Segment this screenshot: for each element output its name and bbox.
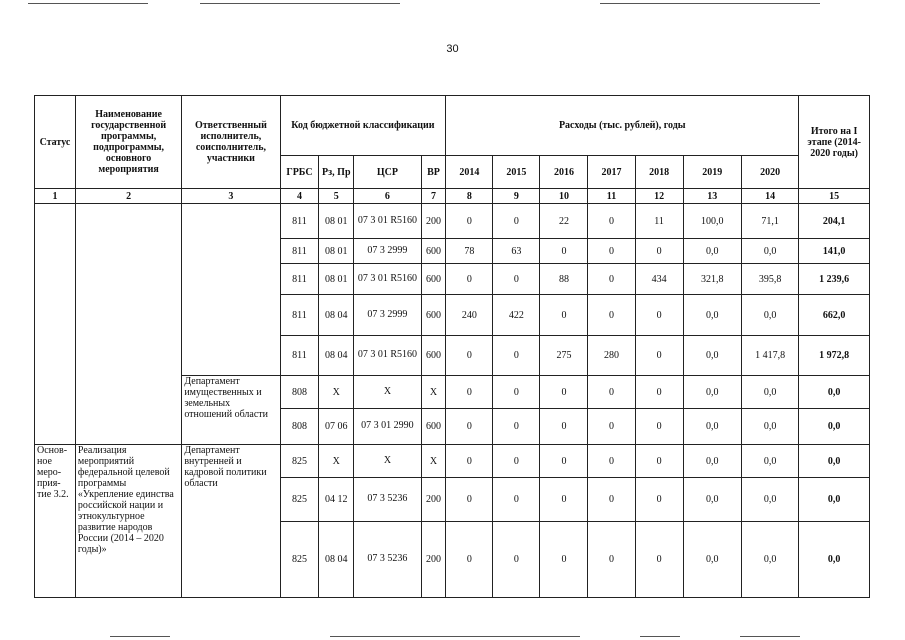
value-cell: 0 xyxy=(635,522,683,598)
header-csr: ЦСР xyxy=(354,156,422,189)
value-cell: 0 xyxy=(540,295,588,336)
rzpr-cell: 08 04 xyxy=(319,522,354,598)
value-cell: 0 xyxy=(540,409,588,445)
table-row xyxy=(35,204,870,239)
value-cell: 0 xyxy=(540,239,588,264)
csr-cell: 07 3 2999 xyxy=(354,239,422,264)
value-cell: 0 xyxy=(588,295,635,336)
scan-edge-line xyxy=(740,636,800,637)
csr-cell: 07 3 2999 xyxy=(354,295,422,336)
value-cell: 0 xyxy=(446,445,493,478)
header-grbs: ГРБС xyxy=(280,156,319,189)
rzpr-cell: 08 04 xyxy=(319,295,354,336)
scan-edge-line xyxy=(640,636,680,637)
value-cell: 0 xyxy=(540,522,588,598)
csr-cell: Х xyxy=(354,376,422,409)
scan-edge-line xyxy=(200,3,400,4)
rzpr-cell: 08 01 xyxy=(319,239,354,264)
value-cell: 0 xyxy=(588,409,635,445)
value-cell: 0 xyxy=(588,478,635,522)
column-number: 14 xyxy=(741,189,798,204)
value-cell: 0 xyxy=(635,336,683,376)
rzpr-cell: 07 06 xyxy=(319,409,354,445)
value-cell: 434 xyxy=(635,264,683,295)
value-cell: 0 xyxy=(635,239,683,264)
vr-cell: 200 xyxy=(421,478,446,522)
value-cell: 0 xyxy=(493,376,540,409)
total-cell: 0,0 xyxy=(799,409,870,445)
grbs-cell: 808 xyxy=(280,409,319,445)
value-cell: 11 xyxy=(635,204,683,239)
scan-edge-line xyxy=(28,3,148,4)
total-cell: 0,0 xyxy=(799,376,870,409)
value-cell: 71,1 xyxy=(741,204,798,239)
value-cell: 395,8 xyxy=(741,264,798,295)
value-cell: 1 417,8 xyxy=(741,336,798,376)
value-cell: 0 xyxy=(446,478,493,522)
csr-cell: 07 3 01 R5160 xyxy=(354,204,422,239)
csr-cell: 07 3 01 R5160 xyxy=(354,336,422,376)
value-cell: 0,0 xyxy=(741,478,798,522)
column-number-row xyxy=(35,189,870,204)
grbs-cell: 825 xyxy=(280,445,319,478)
header-year: 2014 xyxy=(446,156,493,189)
status-cell: Основ-ное меро-прия-тие 3.2. xyxy=(35,445,76,598)
value-cell: 0,0 xyxy=(741,239,798,264)
vr-cell: 600 xyxy=(421,264,446,295)
responsible-cell-empty xyxy=(182,204,280,376)
column-number: 2 xyxy=(75,189,181,204)
value-cell: 0 xyxy=(493,445,540,478)
header-year: 2018 xyxy=(635,156,683,189)
value-cell: 0 xyxy=(446,264,493,295)
header-year: 2017 xyxy=(588,156,635,189)
grbs-cell: 825 xyxy=(280,522,319,598)
value-cell: 0 xyxy=(588,522,635,598)
header-year: 2020 xyxy=(741,156,798,189)
vr-cell: 200 xyxy=(421,522,446,598)
header-responsible: Ответственный исполнитель, соисполнитель, участники xyxy=(182,96,280,189)
value-cell: 0 xyxy=(588,264,635,295)
rzpr-cell: Х xyxy=(319,445,354,478)
value-cell: 275 xyxy=(540,336,588,376)
column-number: 15 xyxy=(799,189,870,204)
total-cell: 0,0 xyxy=(799,522,870,598)
value-cell: 0 xyxy=(588,204,635,239)
value-cell: 0,0 xyxy=(741,376,798,409)
value-cell: 0 xyxy=(493,409,540,445)
rzpr-cell: 08 01 xyxy=(319,264,354,295)
header-status: Статус xyxy=(35,96,76,189)
value-cell: 0,0 xyxy=(683,478,741,522)
csr-cell: 07 3 01 2990 xyxy=(354,409,422,445)
header-year: 2016 xyxy=(540,156,588,189)
name-cell-empty xyxy=(75,204,181,445)
total-cell: 662,0 xyxy=(799,295,870,336)
header-kbk: Код бюджетной классификации xyxy=(280,96,446,156)
csr-cell: 07 3 01 R5160 xyxy=(354,264,422,295)
value-cell: 0 xyxy=(446,376,493,409)
table-row xyxy=(35,445,870,478)
csr-cell: Х xyxy=(354,445,422,478)
vr-cell: 600 xyxy=(421,239,446,264)
grbs-cell: 825 xyxy=(280,478,319,522)
total-cell: 0,0 xyxy=(799,478,870,522)
header-rzpr: Рз, Пр xyxy=(319,156,354,189)
vr-cell: 600 xyxy=(421,409,446,445)
value-cell: 0 xyxy=(493,204,540,239)
responsible-cell: Департамент внутренней и кадровой политики области xyxy=(182,445,280,598)
value-cell: 0 xyxy=(635,409,683,445)
csr-cell: 07 3 5236 xyxy=(354,522,422,598)
value-cell: 0 xyxy=(446,336,493,376)
value-cell: 0 xyxy=(635,295,683,336)
rzpr-cell: Х xyxy=(319,376,354,409)
value-cell: 0 xyxy=(635,478,683,522)
rzpr-cell: 08 01 xyxy=(319,204,354,239)
value-cell: 0,0 xyxy=(741,409,798,445)
value-cell: 0,0 xyxy=(683,376,741,409)
value-cell: 0 xyxy=(493,264,540,295)
value-cell: 88 xyxy=(540,264,588,295)
value-cell: 0 xyxy=(446,204,493,239)
total-cell: 204,1 xyxy=(799,204,870,239)
value-cell: 422 xyxy=(493,295,540,336)
grbs-cell: 808 xyxy=(280,376,319,409)
value-cell: 0 xyxy=(588,445,635,478)
column-number: 3 xyxy=(182,189,280,204)
status-cell-empty xyxy=(35,204,76,445)
column-number: 7 xyxy=(421,189,446,204)
grbs-cell: 811 xyxy=(280,264,319,295)
grbs-cell: 811 xyxy=(280,239,319,264)
value-cell: 0 xyxy=(588,239,635,264)
budget-table xyxy=(34,95,870,598)
column-number: 12 xyxy=(635,189,683,204)
value-cell: 63 xyxy=(493,239,540,264)
value-cell: 0,0 xyxy=(741,445,798,478)
value-cell: 280 xyxy=(588,336,635,376)
vr-cell: 600 xyxy=(421,295,446,336)
value-cell: 240 xyxy=(446,295,493,336)
value-cell: 0 xyxy=(588,376,635,409)
rzpr-cell: 08 04 xyxy=(319,336,354,376)
value-cell: 0 xyxy=(635,445,683,478)
value-cell: 0 xyxy=(540,478,588,522)
value-cell: 0,0 xyxy=(683,445,741,478)
column-number: 1 xyxy=(35,189,76,204)
value-cell: 0,0 xyxy=(683,295,741,336)
name-cell: Реализация мероприятий федеральной целевой программы «Укрепление единства российской нации и этнокультурное развитие народов России (2014 – 2020 годы)» xyxy=(75,445,181,598)
value-cell: 0,0 xyxy=(683,336,741,376)
column-number: 8 xyxy=(446,189,493,204)
vr-cell: 600 xyxy=(421,336,446,376)
scan-edge-line xyxy=(330,636,580,637)
value-cell: 0 xyxy=(493,522,540,598)
scan-edge-line xyxy=(600,3,820,4)
column-number: 9 xyxy=(493,189,540,204)
value-cell: 0,0 xyxy=(683,522,741,598)
total-cell: 1 239,6 xyxy=(799,264,870,295)
header-name: Наименование государственной программы, подпрограммы, основного мероприятия xyxy=(75,96,181,189)
total-cell: 1 972,8 xyxy=(799,336,870,376)
grbs-cell: 811 xyxy=(280,336,319,376)
column-number: 13 xyxy=(683,189,741,204)
header-vr: ВР xyxy=(421,156,446,189)
header-year: 2015 xyxy=(493,156,540,189)
value-cell: 0,0 xyxy=(741,522,798,598)
vr-cell: Х xyxy=(421,376,446,409)
csr-cell: 07 3 5236 xyxy=(354,478,422,522)
header-year: 2019 xyxy=(683,156,741,189)
value-cell: 100,0 xyxy=(683,204,741,239)
total-cell: 0,0 xyxy=(799,445,870,478)
value-cell: 0 xyxy=(446,522,493,598)
scan-edge-line xyxy=(110,636,170,637)
header-expenses: Расходы (тыс. рублей), годы xyxy=(446,96,799,156)
value-cell: 0 xyxy=(446,409,493,445)
value-cell: 22 xyxy=(540,204,588,239)
value-cell: 0,0 xyxy=(683,409,741,445)
rzpr-cell: 04 12 xyxy=(319,478,354,522)
value-cell: 0,0 xyxy=(741,295,798,336)
vr-cell: Х xyxy=(421,445,446,478)
column-number: 10 xyxy=(540,189,588,204)
column-number: 5 xyxy=(319,189,354,204)
vr-cell: 200 xyxy=(421,204,446,239)
column-number: 4 xyxy=(280,189,319,204)
value-cell: 0,0 xyxy=(683,239,741,264)
column-number: 11 xyxy=(588,189,635,204)
page-number: 30 xyxy=(446,43,459,55)
responsible-cell: Департамент имущественных и земельных отношений области xyxy=(182,376,280,445)
grbs-cell: 811 xyxy=(280,204,319,239)
total-cell: 141,0 xyxy=(799,239,870,264)
value-cell: 0 xyxy=(540,376,588,409)
value-cell: 0 xyxy=(635,376,683,409)
column-number: 6 xyxy=(354,189,422,204)
value-cell: 321,8 xyxy=(683,264,741,295)
value-cell: 0 xyxy=(540,445,588,478)
value-cell: 0 xyxy=(493,336,540,376)
value-cell: 78 xyxy=(446,239,493,264)
grbs-cell: 811 xyxy=(280,295,319,336)
header-total: Итого на I этапе (2014-2020 годы) xyxy=(799,96,870,189)
value-cell: 0 xyxy=(493,478,540,522)
